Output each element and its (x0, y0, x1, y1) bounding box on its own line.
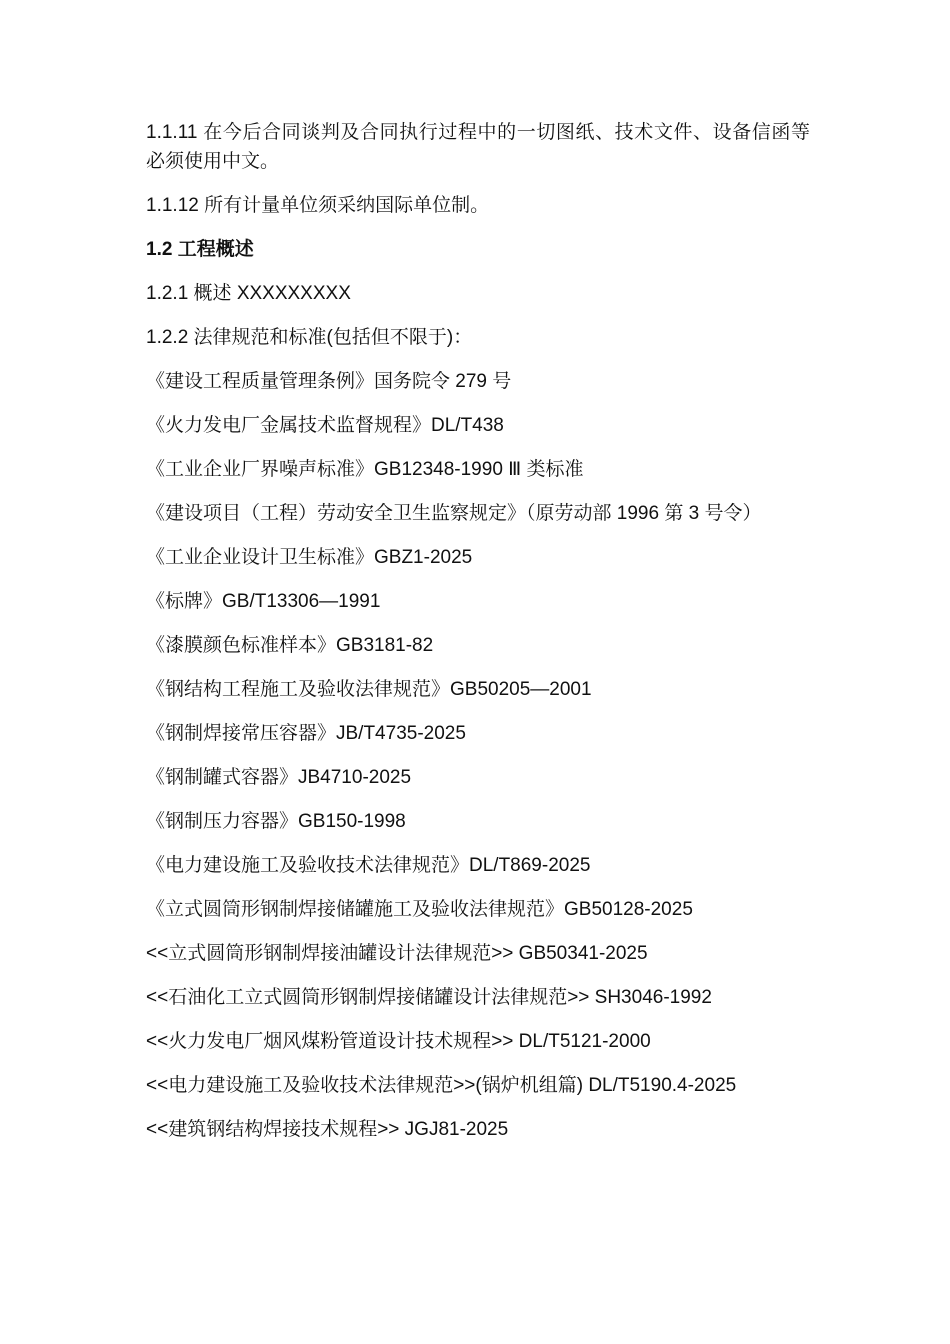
standard-item: 《工业企业厂界噪声标准》GB12348-1990 Ⅲ 类标准 (146, 459, 584, 480)
standard-item: 《电力建设施工及验收技术法律规范》DL/T869-2025 (146, 855, 591, 876)
standard-item: <<建筑钢结构焊接技术规程>> JGJ81-2025 (146, 1119, 509, 1140)
standard-item: <<立式圆筒形钢制焊接油罐设计法律规范>> GB50341-2025 (146, 943, 648, 964)
standard-item: <<石油化工立式圆筒形钢制焊接储罐设计法律规范>> SH3046-1992 (146, 987, 712, 1008)
standard-item: 《钢结构工程施工及验收法律规范》GB50205—2001 (146, 679, 592, 700)
standard-item: 《钢制压力容器》GB150-1998 (146, 811, 406, 832)
section-heading-1-2: 1.2 工程概述 (146, 239, 254, 260)
document-body (146, 118, 810, 1159)
paragraph-1-2-1: 1.2.1 概述 XXXXXXXXX (146, 283, 351, 304)
standard-item: 《火力发电厂金属技术监督规程》DL/T438 (146, 415, 504, 436)
paragraph-1-1-12: 1.1.12 所有计量单位须采纳国际单位制。 (146, 195, 490, 216)
standard-item: 《钢制焊接常压容器》JB/T4735-2025 (146, 723, 466, 744)
standard-item: 《工业企业设计卫生标准》GBZ1-2025 (146, 547, 473, 568)
standard-item: 《标牌》GB/T13306—1991 (146, 591, 381, 612)
standard-item: <<电力建设施工及验收技术法律规范>>(锅炉机组篇) DL/T5190.4-2025 (146, 1075, 737, 1096)
standard-item: 《钢制罐式容器》JB4710-2025 (146, 767, 412, 788)
standard-item: <<火力发电厂烟风煤粉管道设计技术规程>> DL/T5121-2000 (146, 1031, 651, 1052)
standard-item: 《立式圆筒形钢制焊接储罐施工及验收法律规范》GB50128-2025 (146, 899, 693, 920)
paragraph-1-1-11: 1.1.11 在今后合同谈判及合同执行过程中的一切图纸、技术文件、设备信函等必须使用中文。 (146, 122, 810, 172)
standard-item: 《建设工程质量管理条例》国务院令 279 号 (146, 371, 512, 392)
standard-item: 《漆膜颜色标准样本》GB3181-82 (146, 635, 434, 656)
paragraph-1-2-2: 1.2.2 法律规范和标准(包括但不限于)： (146, 327, 473, 348)
standard-item: 《建设项目（工程）劳动安全卫生监察规定》（原劳动部 1996 第 3 号令） (146, 503, 762, 524)
